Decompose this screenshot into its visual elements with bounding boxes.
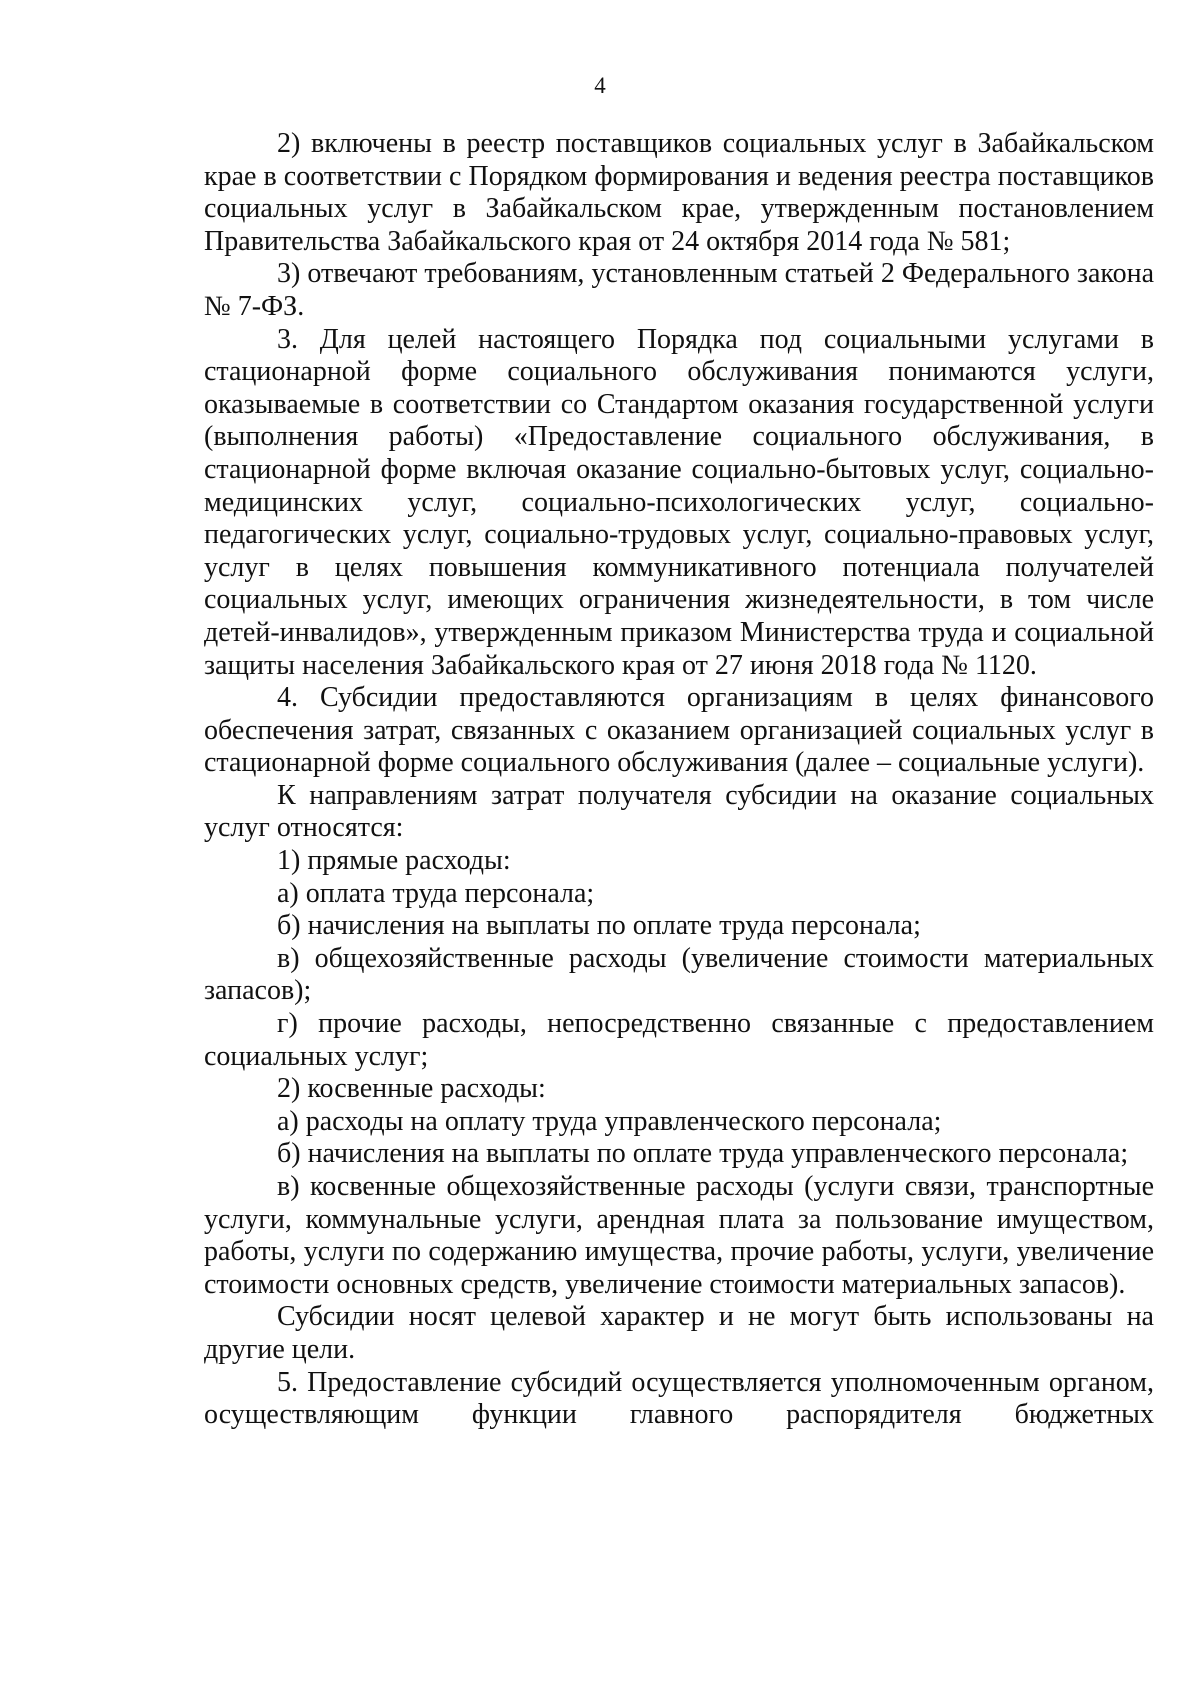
list-item-other-costs: г) прочие расходы, непосредственно связанные с предоставлением социальных услуг; bbox=[204, 1008, 1154, 1072]
paragraph-3-social-services-definition: 3. Для целей настоящего Порядка под социальными услугами в стационарной форме социального обслуживания понимаются услуги, оказываемые в соответствии со Стандартом оказания государственной услуги (выполнения работы) «Предоставление социального обслуживания, в стационарной форме включая оказание социально-бытовых услуг, социально-медицинских услуг, социально-психологических услуг, социально-педагогических услуг, социально-трудовых услуг, социально-правовых услуг, услуг в целях повышения коммуникативного потенциала получателей социальных услуг, имеющих ограничения жизнедеятельности, в том числе детей-инвалидов», утвержденным приказом Министерства труда и социальной защиты населения Забайкальского края от 27 июня 2018 года № 1120. bbox=[204, 323, 1154, 681]
paragraph-registry-inclusion: 2) включены в реестр поставщиков социальных услуг в Забайкальском крае в соответствии с Порядком формирования и ведения реестра поставщиков социальных услуг в Забайкальском крае, утвержденным постановлением Правительства Забайкальского края от 24 октября 2014 года № 581; bbox=[204, 128, 1154, 257]
document-body bbox=[204, 128, 1154, 1432]
paragraph-4-subsidies-purpose: 4. Субсидии предоставляются организациям в целях финансового обеспечения затрат, связанных с оказанием организацией социальных услуг в стационарной форме социального обслуживания (далее – социальные услуги). bbox=[204, 682, 1154, 779]
list-item-indirect-costs: 2) косвенные расходы: bbox=[277, 1073, 546, 1105]
list-item-pay-accruals: б) начисления на выплаты по оплате труда персонала; bbox=[277, 910, 921, 942]
paragraph-subsidies-targeted: Субсидии носят целевой характер и не могут быть использованы на другие цели. bbox=[204, 1301, 1154, 1365]
list-item-general-costs: в) общехозяйственные расходы (увеличение стоимости материальных запасов); bbox=[204, 942, 1154, 1007]
list-item-indirect-general-costs: в) косвенные общехозяйственные расходы (услуги связи, транспортные услуги, коммунальные услуги, арендная плата за пользование имуществом, работы, услуги по содержанию имущества, прочие работы, услуги, увеличение стоимости основных средств, увеличение стоимости материальных запасов). bbox=[204, 1171, 1154, 1300]
list-item-management-pay-accruals: б) начисления на выплаты по оплате труда управленческого персонала; bbox=[277, 1138, 1129, 1170]
list-item-direct-costs: 1) прямые расходы: bbox=[277, 845, 511, 877]
paragraph-cost-directions-intro: К направлениям затрат получателя субсидии на оказание социальных услуг относятся: bbox=[204, 779, 1154, 844]
paragraph-5-subsidy-provision: 5. Предоставление субсидий осуществляется уполномоченным органом, осуществляющим функции главного распорядителя бюджетных bbox=[204, 1366, 1154, 1431]
page-number: 4 bbox=[594, 73, 606, 98]
list-item-management-pay: а) расходы на оплату труда управленческого персонала; bbox=[277, 1105, 942, 1137]
list-item-staff-pay: а) оплата труда персонала; bbox=[277, 877, 595, 909]
paragraph-federal-law-requirements: 3) отвечают требованиям, установленным статьей 2 Федерального закона № 7-ФЗ. bbox=[204, 258, 1154, 322]
